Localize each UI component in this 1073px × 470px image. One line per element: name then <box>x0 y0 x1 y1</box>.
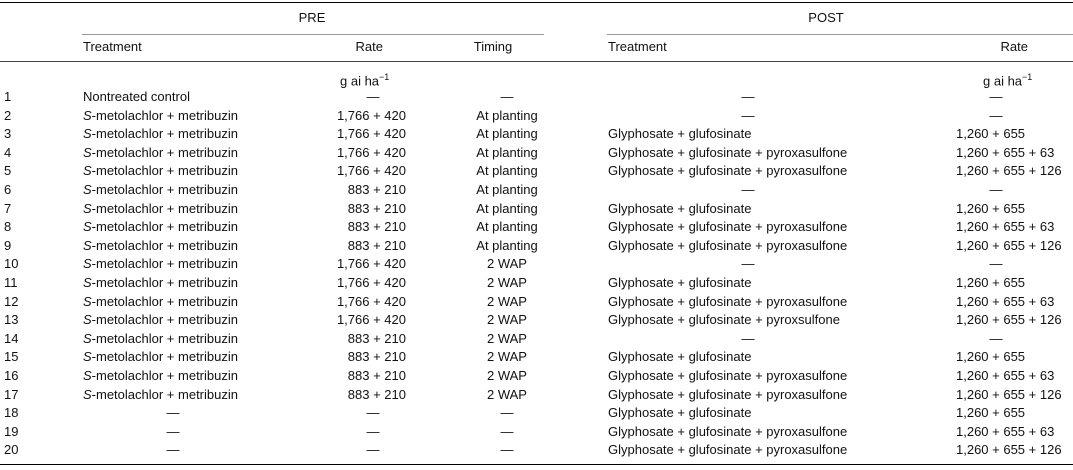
pre-timing-header: Timing <box>473 39 513 54</box>
pre-treatment-cell <box>167 404 180 422</box>
post-rate-cell: 1,260 + 655 <box>956 126 1026 142</box>
pre-group-rule <box>82 34 544 35</box>
bottom-rule <box>0 464 1073 465</box>
pre-timing-cell: At planting <box>476 163 538 179</box>
post-treatment-cell: Glyphosate + glufosinate + pyroxasulfone <box>608 423 848 439</box>
row-number: 18 <box>4 405 19 421</box>
post-treatment-cell: Glyphosate + glufosinate + pyroxsulfone <box>608 312 840 328</box>
row-number: 10 <box>4 256 19 272</box>
table-row <box>0 237 1073 256</box>
row-number: 17 <box>4 386 19 402</box>
table-row <box>0 404 1073 423</box>
pre-treatment-cell <box>83 107 238 125</box>
pre-treatment-italic: S <box>83 107 92 123</box>
pre-rate-cell: 1,766 + 420 <box>336 312 406 328</box>
table-row <box>0 200 1073 219</box>
post-rate-cell: 1,260 + 655 + 63 <box>956 144 1055 160</box>
pre-treatment-text: -metolachlor + metribuzin <box>91 386 238 402</box>
row-number: 11 <box>4 275 18 290</box>
pre-rate-cell: 883 + 210 <box>347 349 406 365</box>
pre-treatment-text: -metolachlor + metribuzin <box>91 219 238 235</box>
pre-timing-cell: — <box>500 405 514 421</box>
pre-timing-cell: At planting <box>476 126 538 142</box>
post-rate-cell: 1,260 + 655 + 126 <box>956 442 1062 458</box>
row-number: 8 <box>4 219 12 235</box>
pre-treatment-cell <box>83 330 238 348</box>
pre-treatment-cell <box>83 255 238 273</box>
row-number: 9 <box>4 237 12 253</box>
table-row <box>0 348 1073 367</box>
post-treatment-cell: Glyphosate + glufosinate + pyroxasulfone <box>608 293 848 309</box>
pre-treatment-italic: S <box>83 144 92 160</box>
pre-rate-cell: 1,766 + 420 <box>336 293 406 309</box>
pre-rate-cell: 883 + 210 <box>347 200 406 216</box>
row-number: 12 <box>4 293 19 309</box>
pre-treatment-text: -metolachlor + metribuzin <box>91 237 238 253</box>
post-rate-cell: 1,260 + 655 <box>956 200 1026 216</box>
pre-treatment-italic: S <box>83 330 92 346</box>
pre-treatment-text: — <box>166 442 180 458</box>
pre-rate-cell: 1,766 + 420 <box>336 107 406 123</box>
pre-timing-cell: 2 WAP <box>487 293 527 309</box>
row-number: 4 <box>4 144 12 160</box>
pre-rate-header: Rate <box>355 39 383 54</box>
post-rate-unit-text: g ai ha <box>983 73 1023 89</box>
pre-timing-cell: 2 WAP <box>487 349 527 365</box>
pre-treatment-cell <box>83 218 238 236</box>
post-treatment-cell: Glyphosate + glufosinate <box>608 126 752 142</box>
post-rate-cell: — <box>989 330 1003 346</box>
table-row <box>0 88 1073 107</box>
post-rate-cell: 1,260 + 655 + 126 <box>956 163 1062 179</box>
pre-timing-cell: At planting <box>476 237 538 253</box>
pre-treatment-text: — <box>166 423 180 439</box>
post-rate-cell: 1,260 + 655 <box>956 275 1026 290</box>
header-rule <box>0 61 1073 62</box>
pre-timing-cell: 2 WAP <box>487 330 527 346</box>
post-group-header: POST <box>808 10 844 25</box>
row-number: 3 <box>4 126 12 142</box>
row-number: 1 <box>4 89 12 104</box>
pre-timing-cell: — <box>500 89 514 104</box>
post-treatment-cell: — <box>741 182 755 197</box>
pre-rate-cell: 1,766 + 420 <box>336 256 406 272</box>
pre-rate-cell: — <box>366 442 380 458</box>
row-number: 20 <box>4 442 19 458</box>
row-number: 13 <box>4 312 19 328</box>
post-rate-header: Rate <box>1000 39 1028 54</box>
post-rate-cell: 1,260 + 655 + 63 <box>956 423 1055 439</box>
pre-timing-cell: At planting <box>476 182 538 197</box>
row-number: 7 <box>4 200 12 216</box>
pre-rate-cell: 883 + 210 <box>347 219 406 235</box>
pre-treatment-text: -metolachlor + metribuzin <box>91 368 238 383</box>
pre-rate-unit-text: g ai ha <box>340 73 380 89</box>
pre-timing-cell: 2 WAP <box>487 368 527 383</box>
pre-treatment-cell <box>167 423 180 441</box>
pre-treatment-italic: S <box>83 312 92 328</box>
pre-treatment-cell <box>83 237 238 255</box>
pre-treatment-cell <box>83 181 238 199</box>
post-rate-cell: 1,260 + 655 + 126 <box>956 312 1062 328</box>
pre-rate-unit-exponent: −1 <box>379 72 390 82</box>
pre-treatment-cell <box>83 162 238 180</box>
pre-treatment-text: -metolachlor + metribuzin <box>91 144 238 160</box>
row-number: 2 <box>4 107 12 123</box>
pre-treatment-text: -metolachlor + metribuzin <box>91 293 238 309</box>
pre-treatment-italic: S <box>83 126 92 142</box>
pre-treatment-text: -metolachlor + metribuzin <box>91 163 238 179</box>
table-row <box>0 255 1073 274</box>
pre-treatment-text: -metolachlor + metribuzin <box>91 312 238 328</box>
row-number: 15 <box>4 349 19 365</box>
table-row <box>0 274 1073 293</box>
post-treatment-cell: Glyphosate + glufosinate + pyroxasulfone <box>608 368 848 383</box>
row-number: 16 <box>4 368 19 383</box>
pre-rate-cell: 1,766 + 420 <box>336 163 406 179</box>
post-treatment-header: Treatment <box>608 39 667 54</box>
post-rate-cell: 1,260 + 655 + 63 <box>956 368 1055 383</box>
pre-treatment-text: -metolachlor + metribuzin <box>91 126 238 142</box>
table-row <box>0 423 1073 442</box>
pre-rate-cell: 1,766 + 420 <box>336 275 406 290</box>
pre-treatment-text: -metolachlor + metribuzin <box>91 275 238 290</box>
pre-treatment-italic: S <box>83 349 92 365</box>
post-rate-cell: 1,260 + 655 + 126 <box>956 386 1062 402</box>
post-rate-cell: 1,260 + 655 <box>956 405 1026 421</box>
post-treatment-cell: Glyphosate + glufosinate <box>608 405 752 421</box>
pre-treatment-text: -metolachlor + metribuzin <box>91 200 238 216</box>
post-rate-cell: 1,260 + 655 + 63 <box>956 219 1055 235</box>
pre-treatment-text: -metolachlor + metribuzin <box>91 349 238 365</box>
post-treatment-cell: — <box>741 107 755 123</box>
pre-treatment-cell <box>83 88 190 106</box>
post-treatment-cell: Glyphosate + glufosinate <box>608 275 752 290</box>
pre-treatment-cell <box>167 441 180 459</box>
pre-treatment-cell <box>83 293 238 311</box>
top-rule <box>0 2 1073 3</box>
pre-rate-cell: 883 + 210 <box>347 368 406 383</box>
pre-treatment-cell <box>83 311 238 329</box>
table-row <box>0 293 1073 312</box>
table-row <box>0 125 1073 144</box>
pre-treatment-italic: S <box>83 368 92 383</box>
pre-treatment-italic: S <box>83 163 92 179</box>
table-row <box>0 107 1073 126</box>
post-rate-cell: — <box>989 256 1003 272</box>
post-group-rule <box>607 34 1073 35</box>
pre-timing-cell: At planting <box>476 200 538 216</box>
pre-timing-cell: 2 WAP <box>487 312 527 328</box>
post-treatment-cell: — <box>741 89 755 104</box>
pre-rate-cell: — <box>366 405 380 421</box>
table-row <box>0 218 1073 237</box>
post-treatment-cell: Glyphosate + glufosinate + pyroxasulfone <box>608 219 848 235</box>
pre-treatment-italic: S <box>83 256 92 272</box>
pre-rate-cell: 1,766 + 420 <box>336 144 406 160</box>
pre-timing-cell: 2 WAP <box>487 275 527 290</box>
table-row <box>0 367 1073 386</box>
pre-rate-cell: 883 + 210 <box>347 330 406 346</box>
row-number: 5 <box>4 163 12 179</box>
pre-timing-cell: 2 WAP <box>487 386 527 402</box>
pre-rate-cell: 883 + 210 <box>347 237 406 253</box>
table-row <box>0 330 1073 349</box>
pre-timing-cell: — <box>500 442 514 458</box>
post-treatment-cell: Glyphosate + glufosinate + pyroxasulfone <box>608 163 848 179</box>
post-rate-cell: — <box>989 89 1003 104</box>
pre-rate-cell: — <box>366 89 380 104</box>
table-row <box>0 162 1073 181</box>
pre-treatment-italic: S <box>83 182 92 197</box>
post-rate-unit-exponent: −1 <box>1022 72 1033 82</box>
pre-treatment-cell <box>83 367 238 385</box>
post-rate-unit <box>983 68 1032 90</box>
table-row <box>0 386 1073 405</box>
pre-treatment-italic: S <box>83 219 92 235</box>
post-treatment-cell: Glyphosate + glufosinate + pyroxasulfone <box>608 442 848 458</box>
table-row <box>0 144 1073 163</box>
post-treatment-cell: Glyphosate + glufosinate + pyroxasulfone <box>608 144 848 160</box>
pre-treatment-text: Nontreated control <box>83 89 190 104</box>
pre-treatment-cell <box>83 348 238 366</box>
post-rate-cell: 1,260 + 655 + 126 <box>956 237 1062 253</box>
pre-rate-cell: — <box>366 423 380 439</box>
pre-treatment-text: -metolachlor + metribuzin <box>91 330 238 346</box>
pre-treatment-cell <box>83 125 238 143</box>
post-treatment-cell: Glyphosate + glufosinate + pyroxasulfone <box>608 237 848 253</box>
post-rate-cell: 1,260 + 655 <box>956 349 1026 365</box>
pre-timing-cell: At planting <box>476 219 538 235</box>
pre-rate-cell: 883 + 210 <box>347 182 406 197</box>
pre-treatment-italic: S <box>83 237 92 253</box>
pre-treatment-text: -metolachlor + metribuzin <box>91 182 238 197</box>
pre-rate-cell: 1,766 + 420 <box>336 126 406 142</box>
pre-treatment-cell <box>83 144 238 162</box>
pre-treatment-cell <box>83 200 238 218</box>
pre-treatment-italic: S <box>83 386 92 402</box>
pre-treatment-italic: S <box>83 275 92 290</box>
row-number: 19 <box>4 423 19 439</box>
pre-treatment-cell <box>83 386 238 404</box>
table-row <box>0 181 1073 200</box>
post-treatment-cell: Glyphosate + glufosinate + pyroxasulfone <box>608 386 848 402</box>
table-row <box>0 441 1073 460</box>
pre-rate-cell: 883 + 210 <box>347 386 406 402</box>
pre-timing-cell: At planting <box>476 107 538 123</box>
pre-timing-cell: At planting <box>476 144 538 160</box>
post-rate-cell: — <box>989 107 1003 123</box>
post-rate-cell: — <box>989 182 1003 197</box>
post-treatment-cell: Glyphosate + glufosinate <box>608 349 752 365</box>
pre-treatment-italic: S <box>83 293 92 309</box>
post-treatment-cell: — <box>741 256 755 272</box>
pre-timing-cell: — <box>500 423 514 439</box>
pre-treatment-text: — <box>166 405 180 421</box>
row-number: 14 <box>4 330 19 346</box>
post-treatment-cell: Glyphosate + glufosinate <box>608 200 752 216</box>
pre-treatment-text: -metolachlor + metribuzin <box>91 107 238 123</box>
table-row <box>0 311 1073 330</box>
pre-treatment-header: Treatment <box>83 39 142 54</box>
post-treatment-cell: — <box>741 330 755 346</box>
post-rate-cell: 1,260 + 655 + 63 <box>956 293 1055 309</box>
pre-treatment-cell <box>83 274 238 292</box>
pre-group-header: PRE <box>298 10 326 25</box>
pre-treatment-italic: S <box>83 200 92 216</box>
pre-treatment-text: -metolachlor + metribuzin <box>91 256 238 272</box>
pre-rate-unit <box>340 68 389 90</box>
pre-timing-cell: 2 WAP <box>487 256 527 272</box>
row-number: 6 <box>4 182 12 197</box>
